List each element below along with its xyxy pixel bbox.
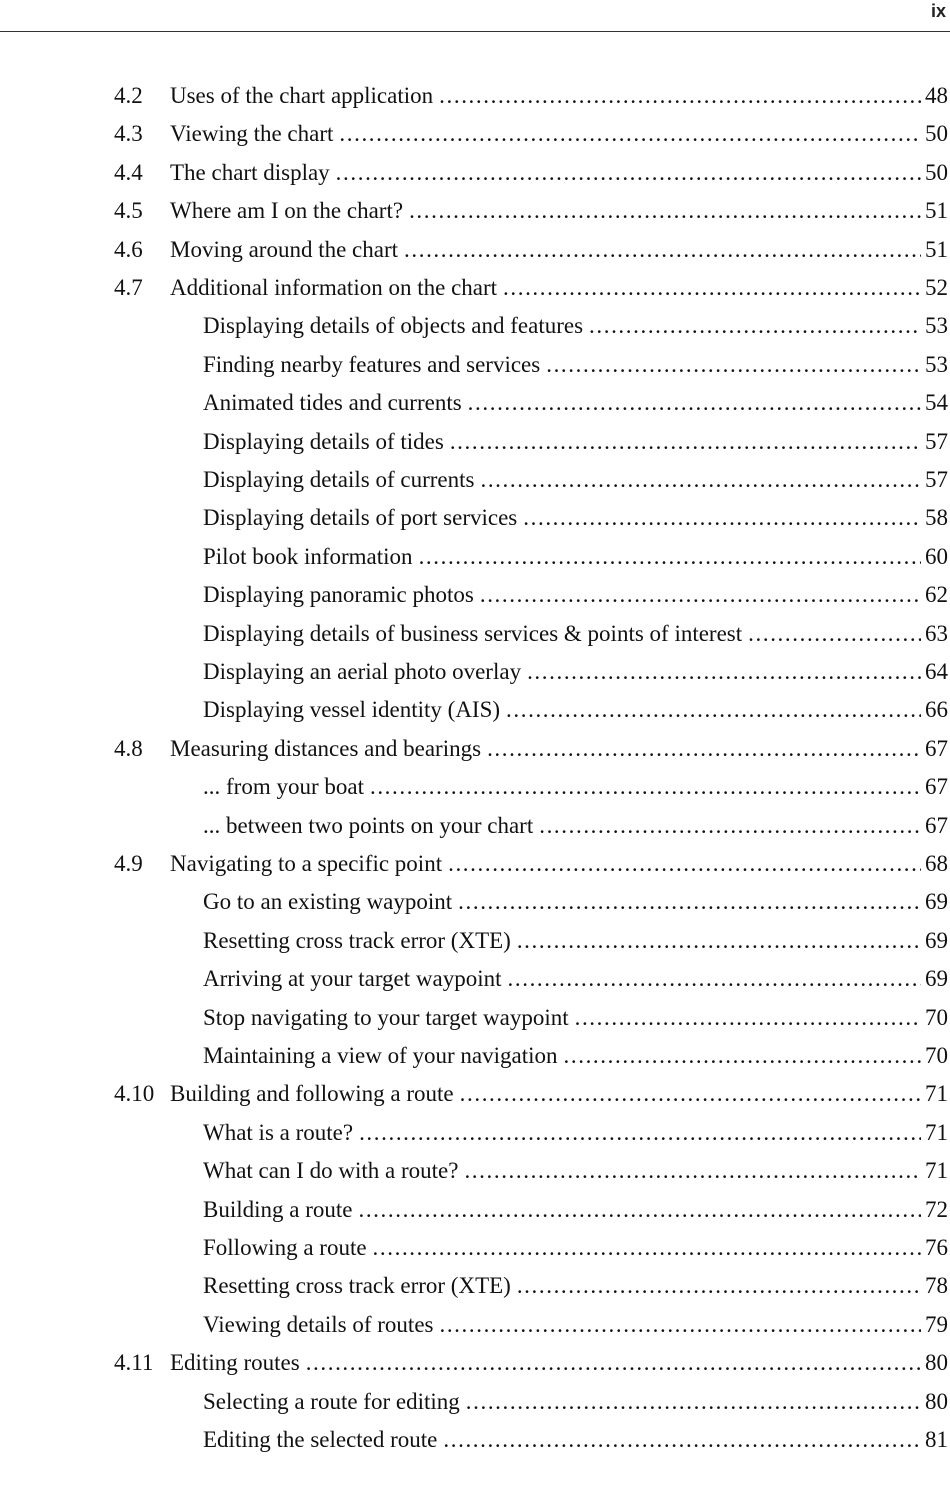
toc-page-number: 68 xyxy=(925,851,948,876)
toc-entry-title: Displaying details of port services xyxy=(203,505,518,531)
toc-section-number: 4.8 xyxy=(114,735,143,761)
toc-entry-title: Displaying details of currents xyxy=(203,467,475,492)
toc-page-number: 66 xyxy=(925,697,948,723)
toc-entry-title: ... from your boat xyxy=(203,774,364,800)
toc-page-number: 64 xyxy=(925,659,948,684)
toc-entry-title: Displaying an aerial photo overlay xyxy=(203,659,522,684)
toc-subsection-entry[interactable] xyxy=(203,1194,948,1226)
toc-entry-title: Measuring distances and bearings xyxy=(170,735,482,761)
toc-subsection-entry[interactable] xyxy=(203,694,948,726)
toc-page-number: 80 xyxy=(925,1350,948,1376)
dot-leader xyxy=(575,1002,921,1034)
dot-leader xyxy=(339,118,921,150)
toc-entry-title: Where am I on the chart? xyxy=(170,198,404,224)
toc-entry-title: Building a route xyxy=(203,1196,353,1222)
dot-leader xyxy=(506,694,921,726)
toc-page-number: 52 xyxy=(925,275,948,300)
toc-entry-title: Displaying details of tides xyxy=(203,428,444,454)
toc-page-number: 76 xyxy=(925,1235,948,1260)
toc-page-number: 63 xyxy=(925,620,948,646)
toc-entry-title: Additional information on the chart xyxy=(170,275,498,300)
toc-subsection-entry[interactable] xyxy=(203,387,948,419)
toc-page-number: 71 xyxy=(925,1119,948,1145)
dot-leader xyxy=(523,502,921,534)
dot-leader xyxy=(460,1078,921,1110)
toc-entry-title: Selecting a route for editing xyxy=(203,1388,460,1414)
toc-page-number: 70 xyxy=(925,1043,948,1068)
toc-section-entry[interactable] xyxy=(114,157,948,189)
toc-subsection-entry[interactable] xyxy=(203,963,948,995)
dot-leader xyxy=(419,541,921,573)
toc-subsection-entry[interactable] xyxy=(203,886,948,918)
toc-page-number: 69 xyxy=(925,927,948,953)
toc-section-number: 4.10 xyxy=(114,1081,155,1107)
toc-page-number: 51 xyxy=(925,198,948,224)
toc-subsection-entry[interactable] xyxy=(203,1232,948,1264)
toc-entry-title: Finding nearby features and services xyxy=(203,351,541,377)
toc-subsection-entry[interactable] xyxy=(203,502,948,534)
dot-leader xyxy=(306,1347,921,1379)
toc-section-entry[interactable] xyxy=(114,848,948,880)
toc-subsection-entry[interactable] xyxy=(203,810,948,842)
toc-page-number: 60 xyxy=(925,543,948,569)
toc-entry-title: Displaying details of objects and features xyxy=(203,313,584,339)
toc-subsection-entry[interactable] xyxy=(203,1424,948,1456)
toc-section-entry[interactable] xyxy=(114,272,948,304)
toc-section-entry[interactable] xyxy=(114,1347,948,1379)
toc-entry-title: Viewing details of routes xyxy=(203,1311,434,1337)
dot-leader xyxy=(443,1424,921,1456)
dot-leader xyxy=(564,1040,921,1072)
page-header xyxy=(0,0,950,32)
dot-leader xyxy=(546,349,921,381)
toc-page-number: 53 xyxy=(925,313,948,339)
toc-subsection-entry[interactable] xyxy=(203,656,948,688)
dot-leader xyxy=(539,810,921,842)
dot-leader xyxy=(464,1155,921,1187)
toc-section-number: 4.6 xyxy=(114,236,143,262)
dot-leader xyxy=(439,80,921,112)
dot-leader xyxy=(336,157,921,189)
toc-section-number: 4.11 xyxy=(114,1350,154,1376)
toc-entry-title: Go to an existing waypoint xyxy=(203,889,453,915)
toc-entry-title: Following a route xyxy=(203,1235,367,1260)
toc-section-entry[interactable] xyxy=(114,733,948,765)
toc-page-number: 71 xyxy=(925,1158,948,1184)
toc-page-number: 54 xyxy=(925,390,948,416)
toc-entry-title: Editing routes xyxy=(170,1350,300,1376)
toc-section-number: 4.5 xyxy=(114,198,143,224)
toc-subsection-entry[interactable] xyxy=(203,1002,948,1034)
toc-section-number: 4.3 xyxy=(114,121,143,147)
toc-entry-title: Displaying panoramic photos xyxy=(203,582,474,608)
dot-leader xyxy=(359,1117,921,1149)
toc-page-number: 48 xyxy=(925,83,948,108)
toc-page-number: 71 xyxy=(925,1081,948,1107)
toc-subsection-entry[interactable] xyxy=(203,1040,948,1072)
dot-leader xyxy=(517,1270,921,1302)
dot-leader xyxy=(404,234,921,266)
toc-subsection-entry[interactable] xyxy=(203,1117,948,1149)
toc-section-entry[interactable] xyxy=(114,80,948,112)
toc-subsection-entry[interactable] xyxy=(203,618,948,650)
page-number: ix xyxy=(930,1,946,21)
toc-entry-title: Resetting cross track error (XTE) xyxy=(203,1273,511,1299)
toc-page-number: 50 xyxy=(925,159,948,185)
toc-entry-title: Uses of the chart application xyxy=(170,83,434,108)
toc-page-number: 69 xyxy=(925,966,948,992)
toc-page-number: 81 xyxy=(925,1427,948,1452)
dot-leader xyxy=(517,925,921,957)
toc-page-number: 67 xyxy=(925,735,948,761)
dot-leader xyxy=(487,733,921,765)
toc-entry-title: Stop navigating to your target waypoint xyxy=(203,1004,569,1030)
dot-leader xyxy=(748,618,921,650)
toc-page-number: 67 xyxy=(925,774,948,800)
toc-entry-title: What is a route? xyxy=(203,1119,354,1145)
dot-leader xyxy=(450,426,921,458)
toc-entry-title: Resetting cross track error (XTE) xyxy=(203,927,511,953)
dot-leader xyxy=(439,1309,921,1341)
toc-entry-title: Building and following a route xyxy=(170,1081,454,1107)
toc-section-entry[interactable] xyxy=(114,195,948,227)
toc-section-entry[interactable] xyxy=(114,118,948,150)
toc-subsection-entry[interactable] xyxy=(203,925,948,957)
toc-section-entry[interactable] xyxy=(114,234,948,266)
toc-subsection-entry[interactable] xyxy=(203,1270,948,1302)
dot-leader xyxy=(468,387,921,419)
toc-section-entry[interactable] xyxy=(114,1078,948,1110)
toc-page-number: 78 xyxy=(925,1273,948,1299)
toc-page-number: 57 xyxy=(925,467,948,492)
toc-page-number: 79 xyxy=(925,1311,948,1337)
toc-subsection-entry[interactable] xyxy=(203,1155,948,1187)
toc-entry-title: Maintaining a view of your navigation xyxy=(203,1043,558,1068)
dot-leader xyxy=(373,1232,921,1264)
toc-entry-title: Navigating to a specific point xyxy=(170,851,443,876)
toc-section-number: 4.4 xyxy=(114,159,143,185)
toc-entry-title: Arriving at your target waypoint xyxy=(203,966,502,992)
dot-leader xyxy=(458,886,921,918)
toc-entry-title: Pilot book information xyxy=(203,543,413,569)
toc-entry-title: Moving around the chart xyxy=(170,236,399,262)
toc-subsection-entry[interactable] xyxy=(203,464,948,496)
toc-page-number: 53 xyxy=(925,351,948,377)
toc-page-number: 62 xyxy=(925,582,948,608)
dot-leader xyxy=(409,195,921,227)
toc-page-number: 70 xyxy=(925,1004,948,1030)
toc-entry-title: ... between two points on your chart xyxy=(203,812,534,838)
toc-page-number: 51 xyxy=(925,236,948,262)
toc-page-number: 50 xyxy=(925,121,948,147)
toc-subsection-entry[interactable] xyxy=(203,1309,948,1341)
toc-subsection-entry[interactable] xyxy=(203,541,948,573)
dot-leader xyxy=(508,963,921,995)
toc-subsection-entry[interactable] xyxy=(203,579,948,611)
toc-page-number: 58 xyxy=(925,505,948,531)
toc-entry-title: The chart display xyxy=(170,159,330,185)
toc-subsection-entry[interactable] xyxy=(203,310,948,342)
toc-page-number: 69 xyxy=(925,889,948,915)
dot-leader xyxy=(480,579,921,611)
toc-entry-title: Displaying vessel identity (AIS) xyxy=(203,697,501,723)
toc-entry-title: Displaying details of business services & points of interest xyxy=(203,620,743,646)
dot-leader xyxy=(480,464,921,496)
toc-page-number: 57 xyxy=(925,428,948,454)
toc-entry-title: Animated tides and currents xyxy=(203,390,462,416)
toc-entry-title: What can I do with a route? xyxy=(203,1158,459,1184)
toc-section-number: 4.9 xyxy=(114,851,143,876)
toc-entry-title: Viewing the chart xyxy=(170,121,334,147)
dot-leader xyxy=(589,310,921,342)
toc-subsection-entry[interactable] xyxy=(203,426,948,458)
toc-entry-title: Editing the selected route xyxy=(203,1427,438,1452)
dot-leader xyxy=(466,1386,921,1418)
toc-page-number: 80 xyxy=(925,1388,948,1414)
toc-subsection-entry[interactable] xyxy=(203,1386,948,1418)
dot-leader xyxy=(358,1194,921,1226)
toc-section-number: 4.7 xyxy=(114,275,143,300)
toc-section-number: 4.2 xyxy=(114,83,143,108)
dot-leader xyxy=(503,272,921,304)
toc-subsection-entry[interactable] xyxy=(203,771,948,803)
dot-leader xyxy=(448,848,921,880)
toc-subsection-entry[interactable] xyxy=(203,349,948,381)
toc-page-number: 67 xyxy=(925,812,948,838)
dot-leader xyxy=(370,771,921,803)
toc-page-number: 72 xyxy=(925,1196,948,1222)
dot-leader xyxy=(527,656,921,688)
